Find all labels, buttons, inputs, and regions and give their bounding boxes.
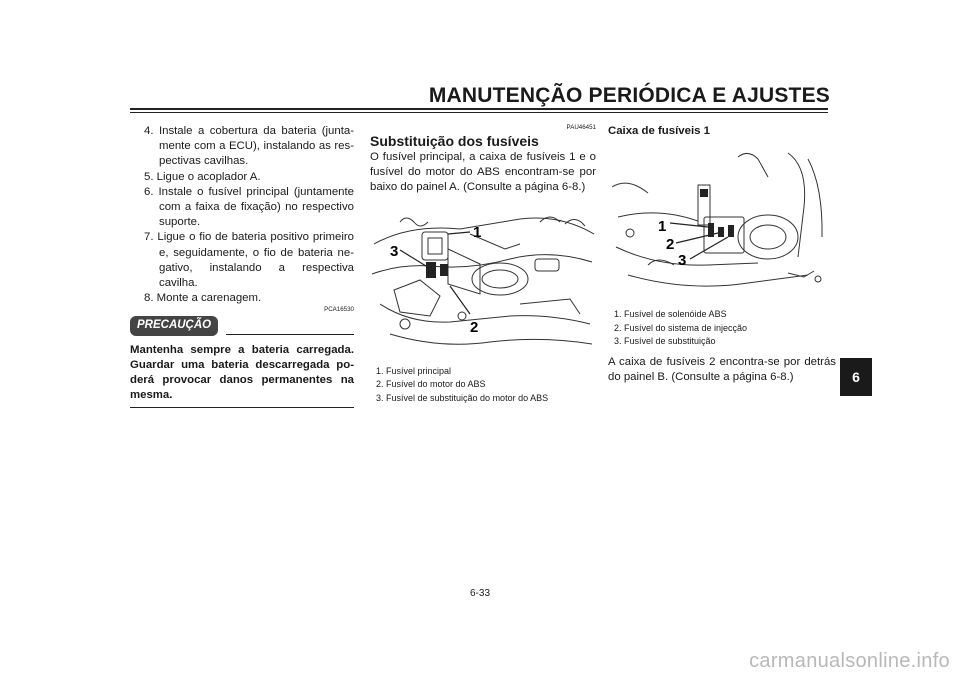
caption-item: 1. Fusível principal [376, 365, 452, 376]
caution-text: Mantenha sempre a bateria carregada. Guardar uma bateria descarregada po-derá provocar danos permanentes na mesma. [130, 343, 354, 402]
step-item: 5. Ligue o acoplador A. [144, 170, 261, 183]
caution-code: PCA16530 [324, 306, 354, 314]
right-column [608, 124, 836, 385]
caution-label: PRECAUÇÃO [130, 316, 218, 335]
caution-end-rule [130, 407, 354, 408]
figure-caption [370, 365, 596, 405]
step-item: 4. Instale a cobertura da bateria (junta-mente com a ECU), instalando as res-pectivas cavilhas. [144, 125, 354, 168]
callout-2: 2 [666, 236, 675, 254]
header-rule [130, 108, 828, 110]
caption-item: 3. Fusível de substituição [614, 336, 716, 347]
figure-caption [608, 308, 836, 348]
chapter-tab[interactable]: 6 [840, 358, 872, 396]
callout-2: 2 [470, 318, 479, 336]
page-number: 6-33 [469, 588, 490, 599]
section-paragraph: O fusível principal, a caixa de fusíveis 1 e o fusível do motor do ABS encontram-se por baixo do painel A. (Consulte a página 6-8.) [370, 151, 596, 194]
step-item: 7. Ligue o fio de bateria positivo primeiro e, seguidamente, o fio de bateria ne-gativo, instalando a respectiva cavilha. [144, 231, 354, 290]
caption-item: 2. Fusível do sistema de injecção [614, 322, 748, 333]
step-item: 6. Instale o fusível principal (juntamente com a faixa de fixação) no respectivo suporte. [144, 185, 354, 229]
callout-3: 3 [390, 242, 399, 260]
caption-item: 1. Fusível de solenóide ABS [614, 309, 727, 320]
caption-item: 3. Fusível de substituição do motor do ABS [376, 392, 549, 403]
header-rule-thin [130, 112, 828, 113]
caution-header [130, 316, 354, 335]
middle-column [370, 124, 596, 405]
fuse-box-illustration [608, 147, 836, 297]
callout-3: 3 [678, 252, 687, 270]
section-title: Substituição dos fusíveis [370, 133, 539, 149]
subsection-title: Caixa de fusíveis 1 [608, 125, 710, 137]
watermark-text: carmanualsonline.info [749, 650, 950, 672]
step-list [130, 124, 354, 306]
left-column [130, 124, 354, 408]
callout-1: 1 [473, 223, 482, 241]
page-header-title: MANUTENÇÃO PERIÓDICA E AJUSTES [428, 84, 830, 107]
caution-rule [226, 334, 354, 335]
fuse-diagram-illustration [370, 204, 596, 354]
callout-1: 1 [658, 218, 667, 236]
section-code: PAU46451 [566, 124, 596, 131]
fuse-box-figure [608, 147, 836, 302]
caption-item: 2. Fusível do motor do ABS [376, 379, 486, 390]
fuse-box-2-paragraph: A caixa de fusíveis 2 encontra-se por detrás do painel B. (Consulte a página 6-8.) [608, 355, 836, 383]
fuse-location-figure [370, 204, 596, 359]
step-item: 8. Monte a carenagem. [144, 292, 262, 305]
caution-box [130, 316, 354, 408]
